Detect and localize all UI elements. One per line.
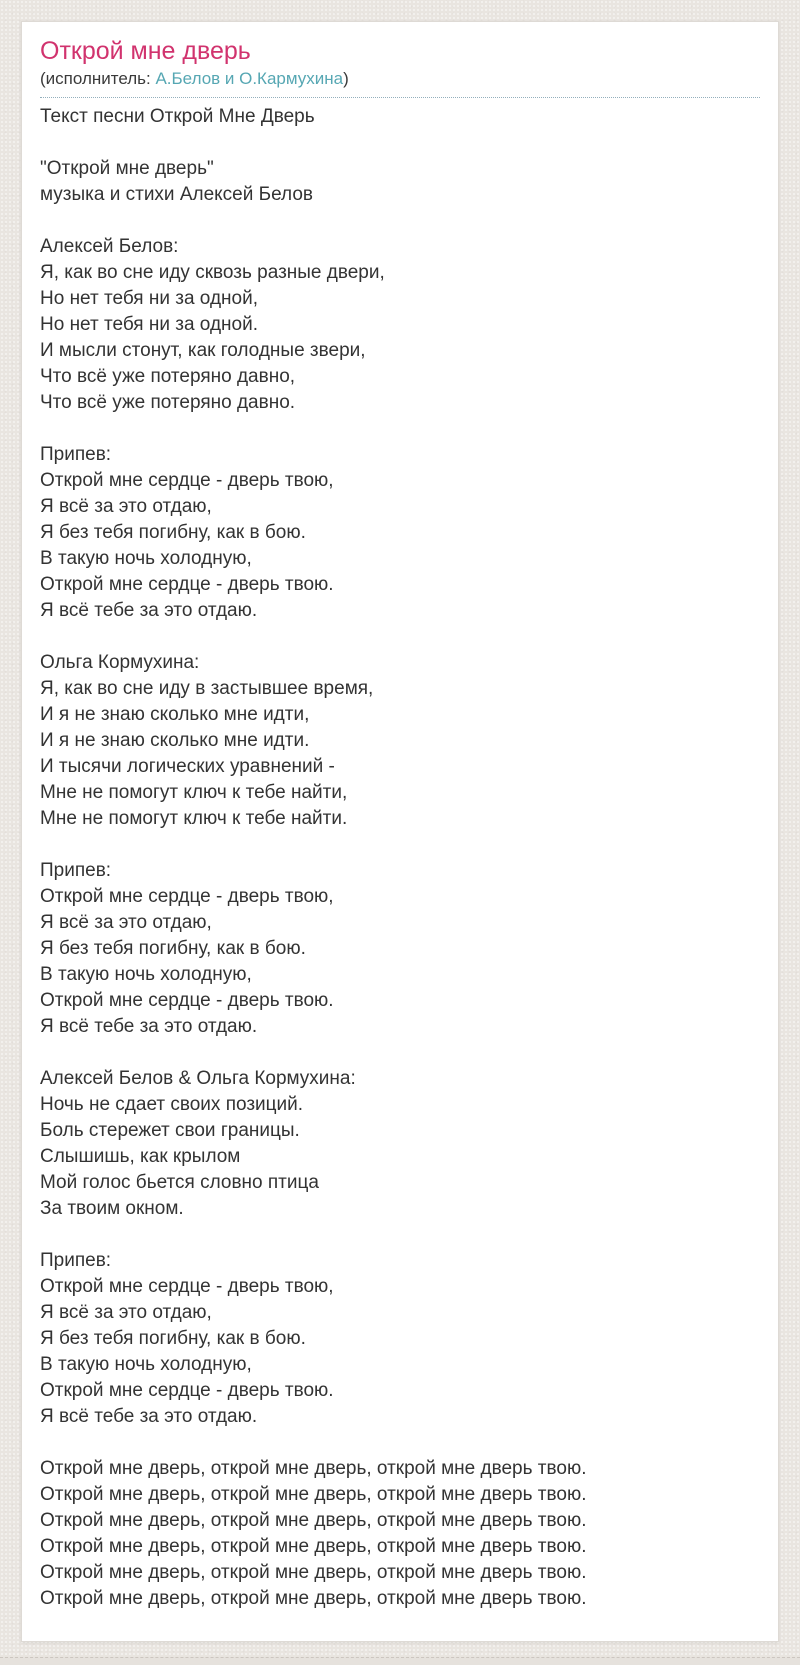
stanza	[40, 650, 760, 832]
lyric-line: Я всё тебе за это отдаю.	[40, 1406, 258, 1427]
lyric-line: Что всё уже потеряно давно,	[40, 366, 296, 387]
lyric-line: Припев:	[40, 444, 112, 465]
lyric-line: Что всё уже потеряно давно.	[40, 392, 296, 413]
lyric-line: Ночь не сдает своих позиций.	[40, 1094, 304, 1115]
artist-label-suffix: )	[343, 69, 349, 88]
lyric-line: Открой мне дверь, открой мне дверь, открой мне дверь твою.	[40, 1536, 587, 1557]
lyric-line: Открой мне сердце - дверь твою,	[40, 886, 334, 907]
lyric-line: Я всё тебе за это отдаю.	[40, 1016, 258, 1037]
lyric-line: Я, как во сне иду сквозь разные двери,	[40, 262, 385, 283]
lyric-line: Но нет тебя ни за одной.	[40, 314, 258, 335]
lyric-line: И мысли стонут, как голодные звери,	[40, 340, 366, 361]
lyric-line: Мне не помогут ключ к тебе найти,	[40, 782, 348, 803]
stanza	[40, 1456, 760, 1612]
lyric-line: Но нет тебя ни за одной,	[40, 288, 258, 309]
lyric-line: Мой голос бьется словно птица	[40, 1172, 319, 1193]
lyric-line: Открой мне сердце - дверь твою.	[40, 574, 334, 595]
lyric-line: Алексей Белов & Ольга Кормухина:	[40, 1068, 356, 1089]
lyric-line: Текст песни Открой Мне Дверь	[40, 106, 315, 127]
lyric-line: Я всё за это отдаю,	[40, 912, 212, 933]
lyric-line: Я без тебя погибну, как в бою.	[40, 1328, 306, 1349]
artist-label-prefix: (исполнитель:	[40, 69, 156, 88]
lyric-line: Открой мне сердце - дверь твою.	[40, 1380, 334, 1401]
lyric-line: Открой мне дверь, открой мне дверь, открой мне дверь твою.	[40, 1484, 587, 1505]
lyric-line: В такую ночь холодную,	[40, 1354, 252, 1375]
content-card	[21, 21, 779, 1642]
stanza	[40, 1248, 760, 1430]
lyric-line: И я не знаю сколько мне идти,	[40, 704, 310, 725]
lyric-line: Алексей Белов:	[40, 236, 179, 257]
stanza	[40, 858, 760, 1040]
song-header	[40, 22, 760, 98]
stanza	[40, 234, 760, 416]
lyric-line: Открой мне дверь, открой мне дверь, открой мне дверь твою.	[40, 1562, 587, 1583]
lyric-line: Я всё за это отдаю,	[40, 1302, 212, 1323]
lyric-line: Открой мне сердце - дверь твою,	[40, 1276, 334, 1297]
lyric-line: В такую ночь холодную,	[40, 964, 252, 985]
lyric-line: Припев:	[40, 860, 112, 881]
page-title: Открой мне дверь	[40, 37, 251, 65]
lyric-line: За твоим окном.	[40, 1198, 184, 1219]
lyric-line: музыка и стихи Алексей Белов	[40, 184, 313, 205]
lyric-line: Открой мне дверь, открой мне дверь, открой мне дверь твою.	[40, 1510, 587, 1531]
lyric-line: Открой мне сердце - дверь твою,	[40, 470, 334, 491]
lyric-line: Открой мне дверь, открой мне дверь, открой мне дверь твою.	[40, 1588, 587, 1609]
lyric-line: Ольга Кормухина:	[40, 652, 200, 673]
lyric-line: Я всё за это отдаю,	[40, 496, 212, 517]
stanza	[40, 442, 760, 624]
lyric-line: Я без тебя погибну, как в бою.	[40, 522, 306, 543]
lyric-line: Слышишь, как крылом	[40, 1146, 241, 1167]
lyric-line: И тысячи логических уравнений -	[40, 756, 335, 777]
artist-link[interactable]: А.Белов и О.Кармухина	[155, 69, 344, 88]
lyric-line: Мне не помогут ключ к тебе найти.	[40, 808, 348, 829]
stanza	[40, 104, 760, 130]
stanza	[40, 156, 760, 208]
lyric-line: Припев:	[40, 1250, 112, 1271]
lyric-line: Открой мне дверь, открой мне дверь, открой мне дверь твою.	[40, 1458, 587, 1479]
lyric-line: "Открой мне дверь"	[40, 158, 214, 179]
lyric-line: И я не знаю сколько мне идти.	[40, 730, 310, 751]
stanza	[40, 1066, 760, 1222]
lyric-line: Я всё тебе за это отдаю.	[40, 600, 258, 621]
lyric-line: Боль стережет свои границы.	[40, 1120, 300, 1141]
lyric-line: Открой мне сердце - дверь твою.	[40, 990, 334, 1011]
lyric-line: Я без тебя погибну, как в бою.	[40, 938, 306, 959]
lyrics-container	[40, 98, 760, 1612]
lyric-line: В такую ночь холодную,	[40, 548, 252, 569]
lyric-line: Я, как во сне иду в застывшее время,	[40, 678, 374, 699]
artist-line	[40, 68, 760, 90]
